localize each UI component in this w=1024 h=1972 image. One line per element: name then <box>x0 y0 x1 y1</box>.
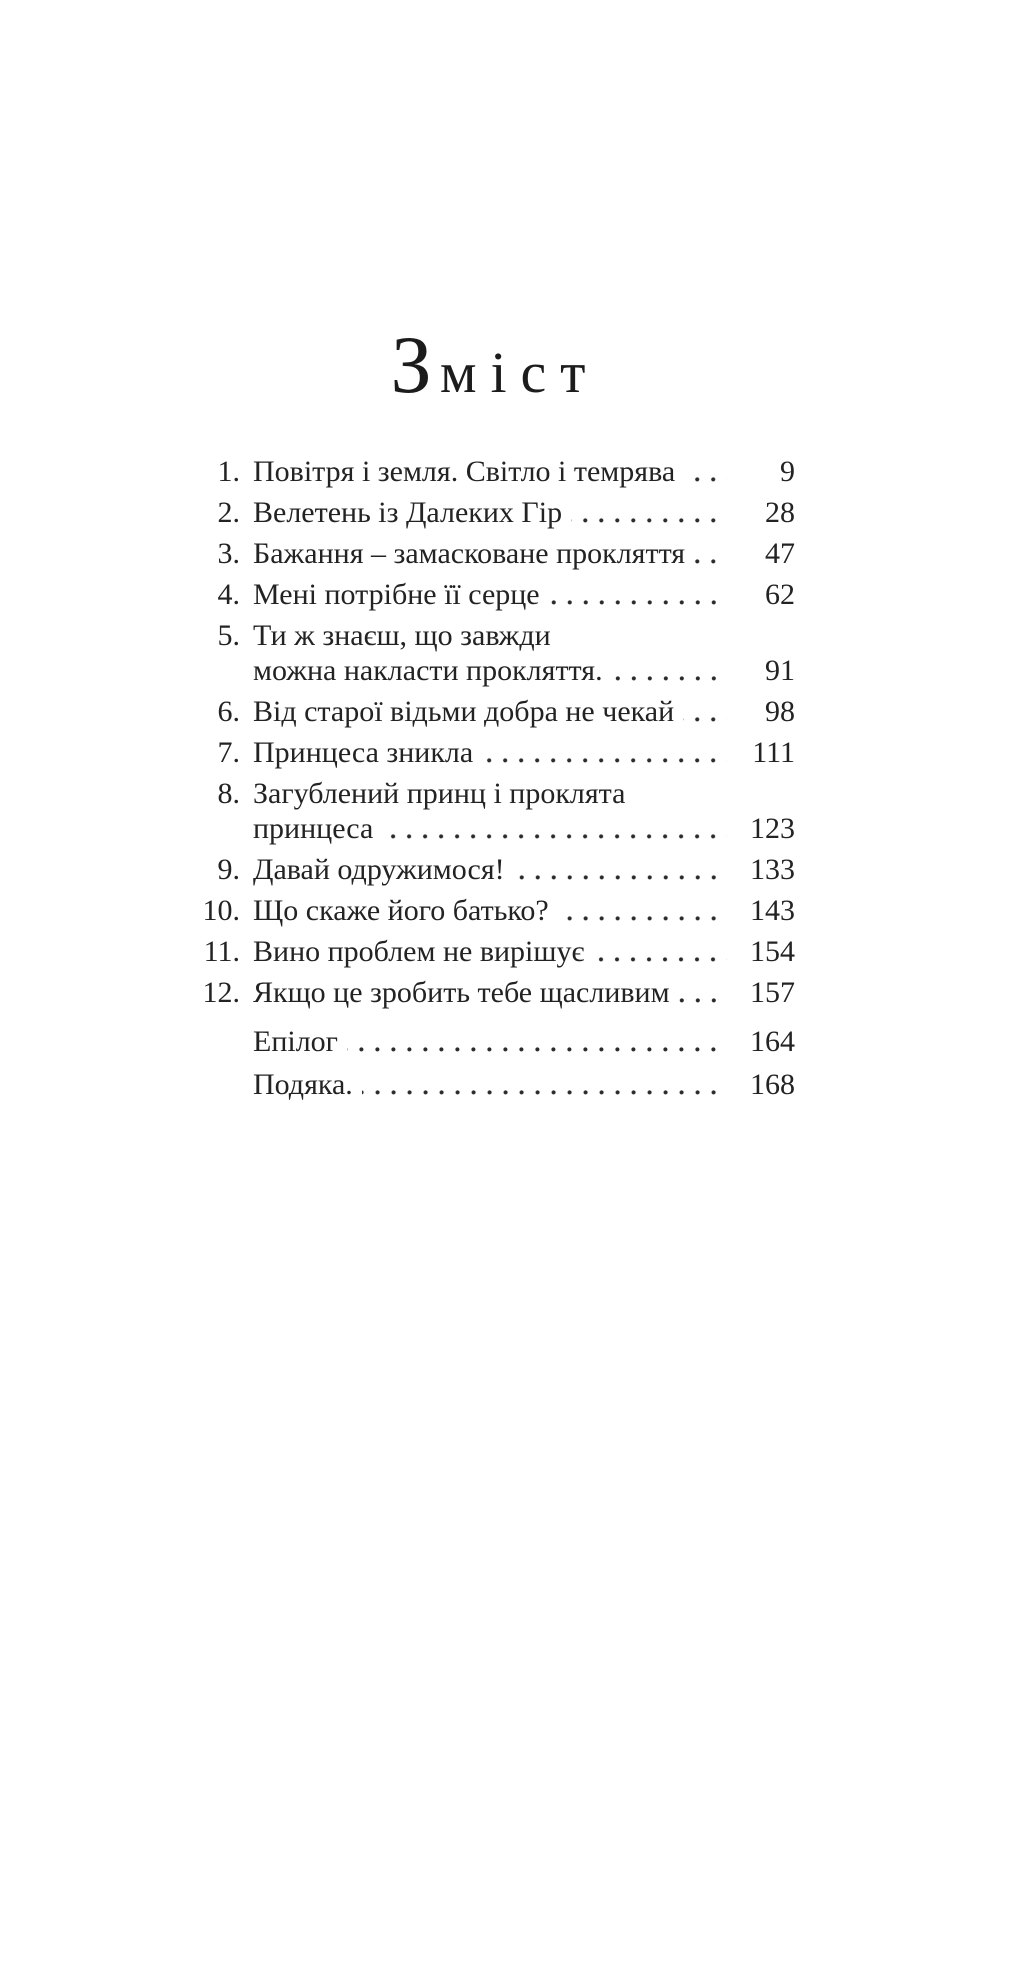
toc-entry-page-number: 47 <box>765 537 795 571</box>
toc-entry-number: 5. <box>217 619 240 653</box>
toc-entry-last-line <box>253 893 795 928</box>
toc-entry-title: Вино проблем не вирішує <box>253 935 585 969</box>
toc-entry-number: 10. <box>202 894 240 928</box>
page-title: Зміст <box>390 319 600 410</box>
table-of-contents <box>195 454 795 1102</box>
toc-entry-page-number: 133 <box>750 853 795 887</box>
toc-entry-title: Що скаже його батько? <box>253 894 549 928</box>
toc-entry-last-line <box>253 975 795 1010</box>
toc-entry-last-line <box>253 694 795 729</box>
toc-entry-last-line <box>253 934 795 969</box>
toc-entry-last-line <box>253 495 795 530</box>
toc-entry <box>195 454 795 489</box>
toc-entry-title: Подяка. <box>253 1068 353 1102</box>
toc-entry-page-number: 9 <box>780 455 795 489</box>
toc-entry <box>195 618 795 688</box>
toc-entry-body <box>253 1067 795 1102</box>
toc-entry <box>195 577 795 612</box>
toc-entry-last-line <box>253 735 795 770</box>
toc-entry-number: 12. <box>202 976 240 1010</box>
toc-entry-last-line <box>253 454 795 489</box>
toc-entry-page-number: 154 <box>750 935 795 969</box>
toc-entry-body <box>253 852 795 887</box>
toc-entry-body <box>253 495 795 530</box>
toc-entry-text-line: Загублений принц і проклята <box>253 777 626 811</box>
toc-entry <box>195 495 795 530</box>
dot-leader <box>362 1090 727 1095</box>
toc-entry-page-number: 98 <box>765 695 795 729</box>
toc-entry-title: принцеса <box>253 812 374 846</box>
toc-entry-page-number: 157 <box>750 976 795 1010</box>
book-page <box>0 318 1024 1102</box>
dot-leader <box>514 875 727 880</box>
toc-entry-number: 9. <box>217 853 240 887</box>
toc-entry-number: 7. <box>217 736 240 770</box>
dot-leader <box>347 1047 727 1052</box>
toc-entry-number: 3. <box>217 537 240 571</box>
toc-entry <box>195 1067 795 1102</box>
toc-entry-title: Велетень із Далеких Гір <box>253 496 563 530</box>
toc-entry <box>195 735 795 770</box>
toc-entry-title: Бажання – замасковане прокляття <box>253 537 686 571</box>
toc-entry <box>195 934 795 969</box>
toc-entry-body <box>253 735 795 770</box>
toc-entry <box>195 852 795 887</box>
toc-entry-page-number: 111 <box>752 736 795 770</box>
toc-entry <box>195 776 795 846</box>
toc-entry-number: 11. <box>203 935 240 969</box>
toc-entry <box>195 893 795 928</box>
toc-entry-last-line <box>253 852 795 887</box>
toc-entry-body <box>253 975 795 1010</box>
dot-leader <box>558 916 727 921</box>
dot-leader <box>612 676 727 681</box>
toc-entry-page-number: 28 <box>765 496 795 530</box>
toc-entry-text-line: Ти ж знаєш, що завжди <box>253 619 551 653</box>
toc-entry-body <box>253 776 795 846</box>
toc-entry-last-line <box>253 811 795 846</box>
dot-leader <box>694 559 727 564</box>
toc-entry-last-line <box>253 577 795 612</box>
dot-leader <box>382 834 727 839</box>
toc-entry-body <box>253 1024 795 1059</box>
toc-entry <box>195 694 795 729</box>
dot-leader <box>593 957 727 962</box>
toc-entry-title: можна накласти прокляття. <box>253 654 603 688</box>
toc-entry-body <box>253 893 795 928</box>
toc-entry-page-number: 91 <box>765 654 795 688</box>
toc-entry-title: Мені потрібне її серце <box>253 578 540 612</box>
toc-entry-title: Від старої відьми добра не чекай <box>253 695 675 729</box>
toc-entry-body <box>253 454 795 489</box>
toc-entry-body <box>253 577 795 612</box>
toc-entry-page-number: 164 <box>750 1025 795 1059</box>
toc-entry-body <box>253 536 795 571</box>
toc-entry <box>195 975 795 1010</box>
toc-entry-number: 6. <box>217 695 240 729</box>
toc-entry-body <box>253 694 795 729</box>
dot-leader <box>571 518 727 523</box>
dot-leader <box>482 758 727 763</box>
toc-entry-number: 1. <box>217 455 240 489</box>
toc-entry-title: Повітря і земля. Світло і темрява <box>253 455 676 489</box>
toc-entry-page-number: 62 <box>765 578 795 612</box>
toc-entry-number: 8. <box>217 777 240 811</box>
dot-leader <box>679 998 727 1003</box>
toc-entry-title: Принцеса зникла <box>253 736 474 770</box>
toc-entry-number: 4. <box>217 578 240 612</box>
toc-entry-page-number: 143 <box>750 894 795 928</box>
toc-entry-last-line <box>253 653 795 688</box>
toc-entry-body <box>253 934 795 969</box>
dot-leader <box>549 600 727 605</box>
toc-entry-title: Давай одружимося! <box>253 853 505 887</box>
dot-leader <box>684 477 727 482</box>
toc-entry-last-line <box>253 536 795 571</box>
toc-entry-page-number: 168 <box>750 1068 795 1102</box>
toc-entry <box>195 1024 795 1059</box>
toc-entry <box>195 536 795 571</box>
dot-leader <box>683 717 727 722</box>
toc-entry-title: Епілог <box>253 1025 338 1059</box>
toc-entry-last-line <box>253 1067 795 1102</box>
toc-entry-title: Якщо це зробить тебе щасливим <box>253 976 670 1010</box>
toc-entry-number: 2. <box>217 496 240 530</box>
toc-entry-page-number: 123 <box>750 812 795 846</box>
toc-entry-body <box>253 618 795 688</box>
toc-entry-last-line <box>253 1024 795 1059</box>
